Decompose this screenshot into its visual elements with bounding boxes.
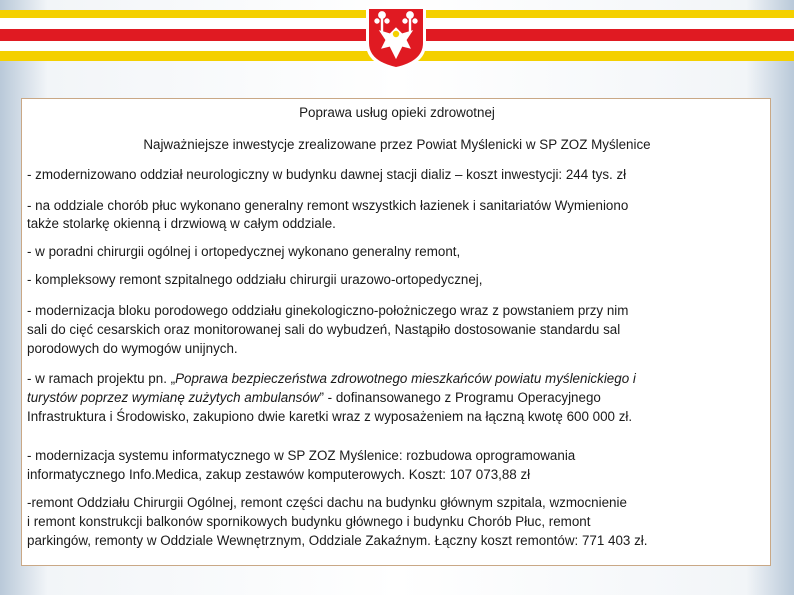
item-neurology: - zmodernizowano oddział neurologiczny w budynku dawnej stacji dializ – koszt inwestycji: 244 tys. zł xyxy=(27,167,627,182)
item-ambulance-line2 xyxy=(27,390,601,405)
item-maternity-line3: porodowych do wymogów unijnych. xyxy=(27,341,238,356)
item-lung-ward-line1: - na oddziale chorób płuc wykonano generalny remont wszystkich łazienek i sanitariatów Wymieniono xyxy=(27,198,629,213)
item-ambulance-prefix: - w ramach projektu pn. „ xyxy=(27,371,176,386)
item-ambulance-line1 xyxy=(27,371,636,386)
item-ambulance-project-name-1: Poprawa bezpieczeństwa zdrowotnego mieszkańców powiatu myślenickiego i xyxy=(175,371,636,386)
item-it-system-line2: informatycznego Info.Medica, zakup zestawów komputerowych. Koszt: 107 073,88 zł xyxy=(27,467,531,482)
page-subtitle: Najważniejsze inwestycje zrealizowane przez Powiat Myślenicki w SP ZOZ Myślenice xyxy=(143,137,651,152)
coat-of-arms-icon xyxy=(364,4,428,72)
content-card xyxy=(21,98,771,566)
item-orthopedic-ward: - kompleksowy remont szpitalnego oddziału chirurgii urazowo-ortopedycznej, xyxy=(27,272,483,287)
item-surgery-clinic: - w poradni chirurgii ogólnej i ortopedycznej wykonano generalny remont, xyxy=(27,244,461,259)
item-maternity-line1: - modernizacja bloku porodowego oddziału ginekologiczno-położniczego wraz z powstaniem przy nim xyxy=(27,303,629,318)
item-it-system-line1: - modernizacja systemu informatycznego w SP ZOZ Myślenice: rozbudowa oprogramowania xyxy=(27,448,576,463)
item-renovations-line2: i remont konstrukcji balkonów spornikowych budynku głównego i budynku Chorób Płuc, remont xyxy=(27,514,591,529)
item-ambulance-suffix: ” - dofinansowanego z Programu Operacyjnego xyxy=(319,390,601,405)
item-ambulance-project-name-2: turystów poprzez wymianę zużytych ambulansów xyxy=(27,390,320,405)
item-maternity-line2: sali do cięć cesarskich oraz monitorowanej sali do wybudzeń, Nastąpiło dostosowanie standardu sal xyxy=(27,322,621,337)
item-ambulance-line3: Infrastruktura i Środowisko, zakupiono dwie karetki wraz z wyposażeniem na łączną kwotę 600 000 zł. xyxy=(27,409,633,424)
item-renovations-line1: -remont Oddziału Chirurgii Ogólnej, remont części dachu na budynku głównym szpitala, wzmocnienie xyxy=(27,495,627,510)
item-lung-ward-line2: także stolarkę okienną i drzwiową w całym oddziale. xyxy=(27,216,336,231)
item-renovations-line3: parkingów, remonty w Oddziale Wewnętrznym, Oddziale Zakaźnym. Łączny koszt remontów: 771 403 zł. xyxy=(27,533,648,548)
page-title: Poprawa usług opieki zdrowotnej xyxy=(299,105,495,120)
